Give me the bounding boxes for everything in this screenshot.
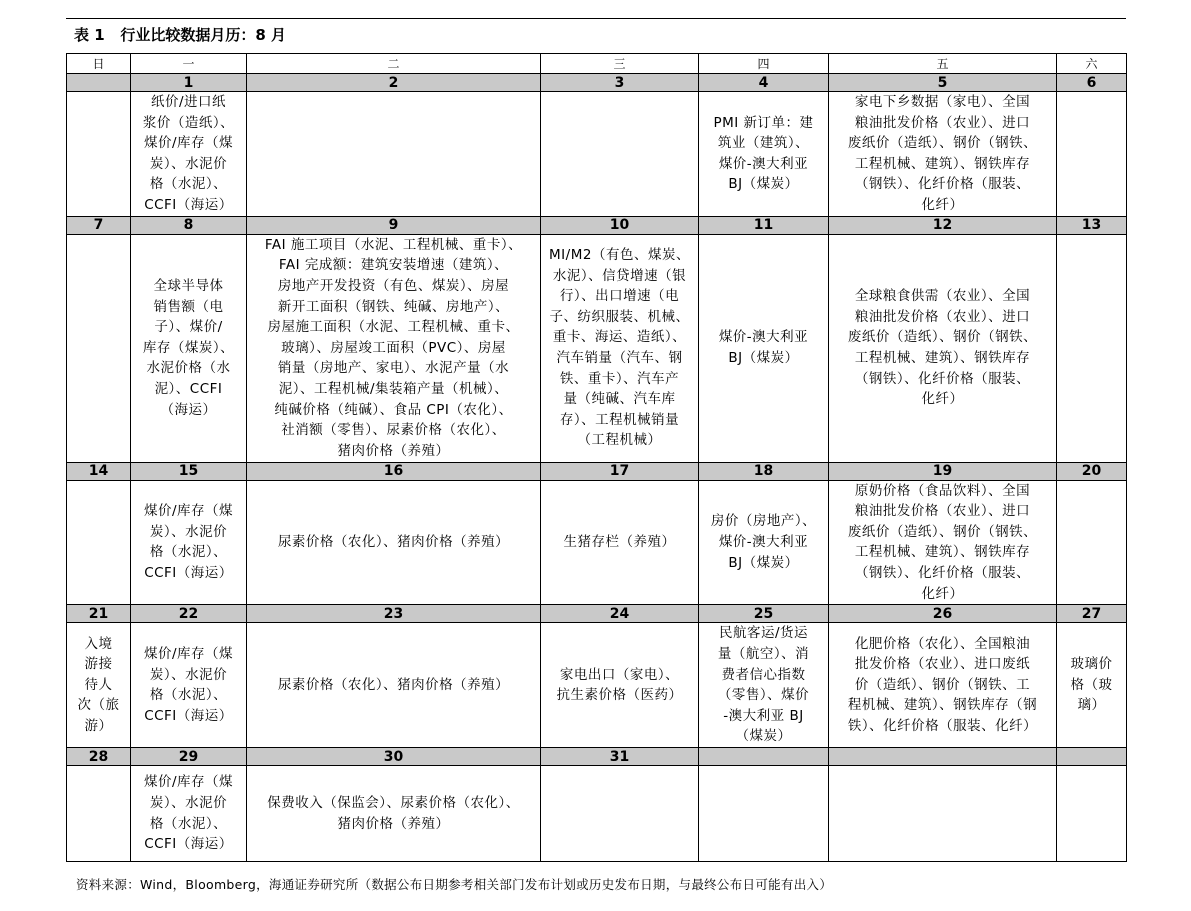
date-cell: 29 [131,748,247,766]
date-cell: 13 [1057,216,1127,234]
event-cell: 煤价/库存（煤 炭）、水泥价 格（水泥）、 CCFI（海运） [131,480,247,605]
date-cell: 10 [541,216,699,234]
date-cell: 15 [131,462,247,480]
date-cell: 12 [829,216,1057,234]
date-cell: 27 [1057,605,1127,623]
event-cell: 家电出口（家电）、 抗生素价格（医药） [541,623,699,748]
date-row [67,216,1127,234]
date-cell [829,748,1057,766]
date-cell: 20 [1057,462,1127,480]
event-cell [541,766,699,862]
date-cell: 6 [1057,74,1127,92]
content-row [67,480,1127,605]
date-row [67,748,1127,766]
date-cell: 21 [67,605,131,623]
event-cell [1057,480,1127,605]
content-row [67,234,1127,462]
weekday-sat: 六 [1057,54,1127,74]
calendar-table [66,53,1127,862]
content-row [67,766,1127,862]
event-cell: PMI 新订单：建 筑业（建筑）、 煤价-澳大利亚 BJ（煤炭） [699,92,829,217]
event-cell: 化肥价格（农化）、全国粮油 批发价格（农业）、进口废纸 价（造纸）、钢价（钢铁、工 程机械、建筑）、钢铁库存（钢 铁）、化纤价格（服装、化纤） [829,623,1057,748]
event-cell [67,92,131,217]
date-cell: 19 [829,462,1057,480]
date-cell: 1 [131,74,247,92]
date-cell: 9 [247,216,541,234]
date-row [67,74,1127,92]
date-cell: 31 [541,748,699,766]
date-cell [1057,748,1127,766]
date-cell [67,74,131,92]
event-cell [1057,766,1127,862]
event-cell: 入境 游接 待人 次（旅 游） [67,623,131,748]
date-cell: 5 [829,74,1057,92]
event-cell: 生猪存栏（养殖） [541,480,699,605]
event-cell [1057,92,1127,217]
event-cell [541,92,699,217]
weekday-mon: 一 [131,54,247,74]
event-cell: 玻璃价 格（玻 璃） [1057,623,1127,748]
date-cell: 23 [247,605,541,623]
date-row [67,462,1127,480]
date-cell: 7 [67,216,131,234]
weekday-header-row [67,54,1127,74]
date-cell: 26 [829,605,1057,623]
weekday-thu: 四 [699,54,829,74]
event-cell [67,766,131,862]
event-cell [829,766,1057,862]
source-note: 资料来源：Wind，Bloomberg，海通证券研究所（数据公布日期参考相关部门发布计划或历史发布日期，与最终公布日可能有出入） [76,877,833,892]
event-cell: 纸价/进口纸 浆价（造纸）、 煤价/库存（煤 炭）、水泥价 格（水泥）、 CCFI（海运） [131,92,247,217]
date-cell: 25 [699,605,829,623]
event-cell: FAI 施工项目（水泥、工程机械、重卡）、 FAI 完成额：建筑安装增速（建筑）、 房地产开发投资（有色、煤炭）、房屋 新开工面积（钢铁、纯碱、房地产）、 房屋施工面积（水泥、工程机械、重卡、 玻璃）、房屋竣工面积（PVC）、房屋 销量（房地产、家电）、水泥产量（水 泥）、工程机械/集装箱产量（机械）、 纯碱价格（纯碱）、食品 CPI（农化）、 社消额（零售）、尿素价格（农化）、 猪肉价格（养殖） [247,234,541,462]
weekday-tue: 二 [247,54,541,74]
weekday-wed: 三 [541,54,699,74]
date-cell: 28 [67,748,131,766]
event-cell: 家电下乡数据（家电）、全国 粮油批发价格（农业）、进口 废纸价（造纸）、钢价（钢铁、 工程机械、建筑）、钢铁库存 （钢铁）、化纤价格（服装、 化纤） [829,92,1057,217]
event-cell [67,234,131,462]
weekday-fri: 五 [829,54,1057,74]
weekday-sun: 日 [67,54,131,74]
date-cell [699,748,829,766]
date-cell: 4 [699,74,829,92]
date-cell: 14 [67,462,131,480]
event-cell: 原奶价格（食品饮料）、全国 粮油批发价格（农业）、进口 废纸价（造纸）、钢价（钢铁、 工程机械、建筑）、钢铁库存 （钢铁）、化纤价格（服装、 化纤） [829,480,1057,605]
date-cell: 24 [541,605,699,623]
event-cell: 尿素价格（农化）、猪肉价格（养殖） [247,480,541,605]
event-cell [247,92,541,217]
event-cell: 煤价/库存（煤 炭）、水泥价 格（水泥）、 CCFI（海运） [131,766,247,862]
date-cell: 2 [247,74,541,92]
content-row [67,92,1127,217]
date-cell: 3 [541,74,699,92]
table-title: 表 1 行业比较数据月历：8 月 [74,26,286,44]
event-cell: 煤价-澳大利亚 BJ（煤炭） [699,234,829,462]
event-cell [67,480,131,605]
content-row [67,623,1127,748]
date-cell: 8 [131,216,247,234]
event-cell [699,766,829,862]
date-cell: 18 [699,462,829,480]
date-cell: 16 [247,462,541,480]
event-cell: 房价（房地产）、 煤价-澳大利亚 BJ（煤炭） [699,480,829,605]
event-cell: 全球粮食供需（农业）、全国 粮油批发价格（农业）、进口 废纸价（造纸）、钢价（钢铁、 工程机械、建筑）、钢铁库存 （钢铁）、化纤价格（服装、 化纤） [829,234,1057,462]
event-cell [1057,234,1127,462]
date-cell: 30 [247,748,541,766]
event-cell: 保费收入（保监会）、尿素价格（农化）、 猪肉价格（养殖） [247,766,541,862]
event-cell: 全球半导体 销售额（电 子）、煤价/ 库存（煤炭）、 水泥价格（水 泥）、CCFI （海运） [131,234,247,462]
date-cell: 17 [541,462,699,480]
event-cell: 民航客运/货运 量（航空）、消 费者信心指数 （零售）、煤价 -澳大利亚 BJ （煤炭） [699,623,829,748]
title-rule [66,18,1126,19]
date-row [67,605,1127,623]
event-cell: MI/M2（有色、煤炭、 水泥）、信贷增速（银 行）、出口增速（电 子、纺织服装、机械、 重卡、海运、造纸）、 汽车销量（汽车、钢 铁、重卡）、汽车产 量（纯碱、汽车库 存）、工程机械销量 （工程机械） [541,234,699,462]
event-cell: 尿素价格（农化）、猪肉价格（养殖） [247,623,541,748]
date-cell: 11 [699,216,829,234]
event-cell: 煤价/库存（煤 炭）、水泥价 格（水泥）、 CCFI（海运） [131,623,247,748]
date-cell: 22 [131,605,247,623]
